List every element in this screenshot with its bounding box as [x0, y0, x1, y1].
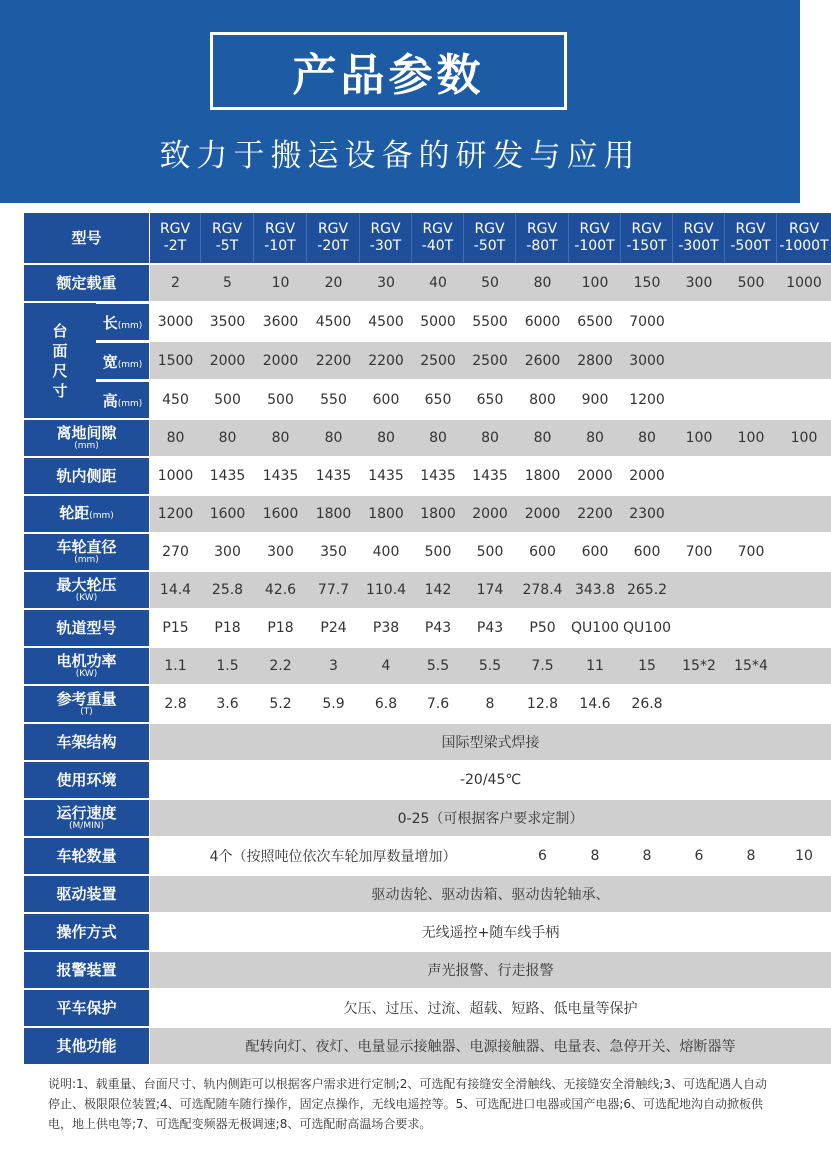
protection-label: [24, 990, 150, 1026]
row-label-text: 高: [102, 391, 118, 410]
model-name: RGV: [526, 221, 558, 237]
value-cell: 80: [150, 420, 201, 456]
table-size-label-char: 尺: [52, 361, 68, 380]
row-unit-text: (mm): [117, 320, 143, 331]
value-cell: [725, 496, 777, 532]
table-size-width-row: [24, 342, 831, 379]
table-size-height-label: [96, 381, 150, 418]
value-cell: 110.4: [360, 572, 412, 608]
max_wheel_pressure-label: [24, 572, 150, 608]
model-header: [150, 213, 201, 263]
value-cell: 1000: [777, 265, 831, 301]
model-header: [412, 213, 464, 263]
value-cell: 1435: [254, 458, 307, 494]
value-cell: 2: [150, 265, 201, 301]
page-subtitle: 致力于搬运设备的研发与应用: [159, 138, 641, 174]
model-header: [201, 213, 254, 263]
value-cell: 1600: [201, 496, 254, 532]
model-tonnage: -20T: [317, 238, 349, 254]
value-cell: [673, 303, 725, 340]
value-cell: 1000: [150, 458, 201, 494]
model-tonnage: -300T: [678, 238, 719, 254]
model-tonnage: -500T: [730, 238, 771, 254]
value-cell: 1600: [254, 496, 307, 532]
row-label-text: 车轮直径: [56, 538, 117, 556]
model-name: RGV: [788, 221, 820, 237]
value-cell: 2800: [569, 342, 621, 379]
table-size-label-char: 台: [52, 321, 68, 340]
frame-row: [24, 724, 831, 760]
model-name: RGV: [211, 221, 243, 237]
value-cell: [777, 610, 831, 646]
value-cell: 650: [464, 381, 516, 418]
row-label-text: 轨道型号: [56, 619, 117, 637]
model-header: [569, 213, 621, 263]
value-cell: 2000: [516, 496, 569, 532]
value-cell: 343.8: [569, 572, 621, 608]
value-cell: 300: [201, 534, 254, 570]
value-cell: 650: [412, 381, 464, 418]
value-cell: 600: [621, 534, 673, 570]
value-cell: 80: [569, 420, 621, 456]
value-cell: 1435: [412, 458, 464, 494]
value-cell: [673, 686, 725, 722]
drive-row: [24, 876, 831, 912]
model-header-row: [24, 213, 831, 263]
value-cell: [673, 381, 725, 418]
row-label-text: 操作方式: [56, 923, 117, 941]
model-name: RGV: [264, 221, 296, 237]
value-cell: 5.5: [464, 648, 516, 684]
value-cell: 15*2: [673, 648, 725, 684]
ref-weight-row: [24, 686, 831, 722]
other-value: 配转向灯、夜灯、电量显示接触器、电源接触器、电量表、急停开关、熔断器等: [150, 1028, 831, 1064]
track_inner-label: [24, 458, 150, 494]
value-cell: P43: [412, 610, 464, 646]
model-tonnage: -1000T: [779, 238, 829, 254]
value-cell: 1.1: [150, 648, 201, 684]
value-cell: 15: [621, 648, 673, 684]
model-name: RGV: [474, 221, 505, 237]
value-cell: 5500: [464, 303, 516, 340]
value-cell: 4500: [360, 303, 412, 340]
value-cell: P38: [360, 610, 412, 646]
alarm-row: [24, 952, 831, 988]
value-cell: 7.5: [516, 648, 569, 684]
value-cell: 150: [621, 265, 673, 301]
wheel-diameter-row: [24, 534, 831, 570]
row-unit-text: (T): [80, 707, 93, 717]
frame-value: 国际型梁式焊接: [150, 724, 831, 760]
value-cell: 5000: [412, 303, 464, 340]
row-label-text: 驱动装置: [56, 885, 117, 903]
value-cell: [725, 303, 777, 340]
rated_load-label: [24, 265, 150, 301]
value-cell: 8: [621, 838, 673, 874]
value-cell: 1435: [307, 458, 360, 494]
model-tonnage: -2T: [163, 238, 187, 254]
spec-table: [24, 211, 831, 1066]
value-cell: [725, 572, 777, 608]
value-cell: 450: [150, 381, 201, 418]
row-label-text: 车架结构: [56, 733, 117, 751]
value-cell: 3000: [621, 342, 673, 379]
row-unit-text: (mm): [89, 510, 114, 521]
value-cell: P43: [464, 610, 516, 646]
value-cell: 100: [673, 420, 725, 456]
operation-row: [24, 914, 831, 950]
max-wheel-pressure-row: [24, 572, 831, 608]
value-cell: 500: [201, 381, 254, 418]
row-label-text: 离地间隙: [56, 424, 117, 442]
value-cell: 100: [777, 420, 831, 456]
value-cell: 700: [725, 534, 777, 570]
protection-row: [24, 990, 831, 1026]
value-cell: 1435: [464, 458, 516, 494]
value-cell: [777, 572, 831, 608]
value-cell: 6: [516, 838, 569, 874]
value-cell: 400: [360, 534, 412, 570]
ground-clearance-row: [24, 420, 831, 456]
value-cell: 2.8: [150, 686, 201, 722]
value-cell: 80: [201, 420, 254, 456]
model-header: [725, 213, 777, 263]
value-cell: 25.8: [201, 572, 254, 608]
value-cell: 80: [360, 420, 412, 456]
model-header: [360, 213, 412, 263]
value-cell: 500: [412, 534, 464, 570]
value-cell: 12.8: [516, 686, 569, 722]
speed-row: [24, 800, 831, 836]
row-unit-text: (mm): [74, 441, 99, 451]
row-unit-text: (KW): [75, 669, 98, 679]
value-cell: [777, 496, 831, 532]
row-label-text: 额定载重: [56, 274, 117, 292]
table-size-label-char: 寸: [52, 381, 68, 400]
value-cell: 26.8: [621, 686, 673, 722]
motor_power-label: [24, 648, 150, 684]
wheel-count-row: [24, 838, 831, 874]
rated-load-row: [24, 265, 831, 301]
wheel_count-label: [24, 838, 150, 874]
drive-value: 驱动齿轮、驱动齿箱、驱动齿轮轴承、: [150, 876, 831, 912]
model-tonnage: -100T: [574, 238, 615, 254]
model-tonnage: -5T: [215, 238, 239, 254]
page-title: 产品参数: [210, 32, 567, 110]
value-cell: [725, 458, 777, 494]
row-label-text: 轮距: [59, 503, 90, 522]
value-cell: 2200: [307, 342, 360, 379]
value-cell: 80: [307, 420, 360, 456]
model-name: RGV: [683, 221, 714, 237]
model-tonnage: -30T: [369, 238, 402, 254]
model-label: 型号: [24, 213, 150, 263]
value-cell: 3000: [150, 303, 201, 340]
value-cell: P50: [516, 610, 569, 646]
value-cell: 30: [360, 265, 412, 301]
model-header: [777, 213, 831, 263]
note-text: 说明:1、载重量、台面尺寸、轨内侧距可以根据客户需求进行定制;2、可选配有接缝安全滑触线、无接缝安全滑触线;3、可选配遇人自动停止、极限限位装置;4、可选配随车随行操作，固定点操作，无线电遥控等。5、可选配进口电器或国产电器;6、可选配地沟自动掀板供电，地上供电等;7、可选配变频器无极调速;8、可选配耐高温场合要求。: [48, 1077, 768, 1131]
value-cell: [725, 686, 777, 722]
environment-row: [24, 762, 831, 798]
row-label-text: 参考重量: [56, 690, 117, 708]
value-cell: 80: [516, 265, 569, 301]
table-size-length-label: [96, 303, 150, 340]
wheel_diameter-label: [24, 534, 150, 570]
value-cell: [725, 610, 777, 646]
value-cell: 3600: [254, 303, 307, 340]
value-cell: 20: [307, 265, 360, 301]
table-size-length-row: [24, 303, 831, 340]
row-label-text: 其他功能: [56, 1037, 117, 1055]
value-cell: 270: [150, 534, 201, 570]
value-cell: 174: [464, 572, 516, 608]
environment-value: -20/45℃: [150, 762, 831, 798]
value-cell: 5.5: [412, 648, 464, 684]
operation-value: 无线遥控+随车线手柄: [150, 914, 831, 950]
value-cell: [725, 342, 777, 379]
table-size-width-label: [96, 342, 150, 379]
value-cell: 5: [201, 265, 254, 301]
row-unit-text: (KW): [75, 593, 98, 603]
value-cell: 3500: [201, 303, 254, 340]
model-tonnage: -40T: [421, 238, 454, 254]
value-cell: 3: [307, 648, 360, 684]
ref_weight-label: [24, 686, 150, 722]
rail-type-row: [24, 610, 831, 646]
value-cell: 2500: [464, 342, 516, 379]
value-cell: 8: [725, 838, 777, 874]
model-name: RGV: [579, 221, 610, 237]
value-cell: 2300: [621, 496, 673, 532]
value-cell: 42.6: [254, 572, 307, 608]
value-cell: 350: [307, 534, 360, 570]
row-label-text: 运行速度: [56, 804, 117, 822]
value-cell: QU100: [569, 610, 621, 646]
value-cell: 1435: [201, 458, 254, 494]
value-cell: 6: [673, 838, 725, 874]
value-cell: [673, 572, 725, 608]
operation-label: [24, 914, 150, 950]
model-name: RGV: [631, 221, 662, 237]
value-cell: 5.2: [254, 686, 307, 722]
row-unit-text: (mm): [117, 398, 143, 409]
value-cell: 700: [673, 534, 725, 570]
protection-value: 欠压、过压、过流、超载、短路、低电量等保护: [150, 990, 831, 1026]
row-label-text: 轨内侧距: [56, 467, 117, 485]
value-cell: P18: [254, 610, 307, 646]
model-name: RGV: [735, 221, 766, 237]
row-unit-text: (mm): [117, 359, 143, 370]
row-label-text: 长: [102, 313, 118, 332]
value-cell: 100: [725, 420, 777, 456]
drive-label: [24, 876, 150, 912]
value-cell: 8: [569, 838, 621, 874]
value-cell: 11: [569, 648, 621, 684]
model-header: [673, 213, 725, 263]
row-label-text: 车轮数量: [56, 847, 117, 865]
table-size-height-row: [24, 381, 831, 418]
model-tonnage: -80T: [526, 238, 558, 254]
value-cell: [777, 381, 831, 418]
value-cell: [673, 342, 725, 379]
value-cell: 4: [360, 648, 412, 684]
value-cell: 2000: [254, 342, 307, 379]
value-cell: 77.7: [307, 572, 360, 608]
value-cell: 80: [621, 420, 673, 456]
model-header: [621, 213, 673, 263]
value-cell: 300: [254, 534, 307, 570]
alarm-label: [24, 952, 150, 988]
environment-label: [24, 762, 150, 798]
value-cell: 6.8: [360, 686, 412, 722]
value-cell: 80: [464, 420, 516, 456]
value-cell: 10: [777, 838, 831, 874]
model-header: [254, 213, 307, 263]
value-cell: 15*4: [725, 648, 777, 684]
value-cell: 1200: [150, 496, 201, 532]
value-cell: [673, 496, 725, 532]
value-cell: 500: [464, 534, 516, 570]
value-cell: 2000: [464, 496, 516, 532]
value-cell: 800: [516, 381, 569, 418]
value-cell: [777, 458, 831, 494]
value-cell: [777, 342, 831, 379]
value-cell: 900: [569, 381, 621, 418]
model-header: [464, 213, 516, 263]
speed-value: 0-25（可根据客户要求定制）: [150, 800, 831, 836]
value-cell: 500: [254, 381, 307, 418]
value-cell: [777, 303, 831, 340]
value-cell: 100: [569, 265, 621, 301]
model-tonnage: -10T: [264, 238, 296, 254]
value-cell: 600: [516, 534, 569, 570]
row-label-text: 最大轮压: [56, 576, 117, 594]
header-banner: [0, 0, 800, 203]
value-cell: QU100: [621, 610, 673, 646]
value-cell: [725, 381, 777, 418]
row-unit-text: (mm): [74, 555, 99, 565]
value-cell: 300: [673, 265, 725, 301]
value-cell: 3.6: [201, 686, 254, 722]
table-size-label-char: 面: [52, 341, 68, 360]
row-label-text: 报警装置: [56, 961, 117, 979]
value-cell: 14.6: [569, 686, 621, 722]
value-cell: 50: [464, 265, 516, 301]
value-cell: 1800: [360, 496, 412, 532]
value-cell: [777, 648, 831, 684]
table-size-label: [24, 303, 96, 418]
value-cell: 1435: [360, 458, 412, 494]
value-cell: [777, 534, 831, 570]
value-cell: 2.2: [254, 648, 307, 684]
model-name: RGV: [159, 221, 191, 237]
value-cell: 500: [725, 265, 777, 301]
value-cell: 10: [254, 265, 307, 301]
wheelbase-row: [24, 496, 831, 532]
value-cell: 6500: [569, 303, 621, 340]
value-cell: 6000: [516, 303, 569, 340]
value-cell: 2000: [621, 458, 673, 494]
model-name: RGV: [317, 221, 349, 237]
value-cell: 2000: [569, 458, 621, 494]
rail_type-label: [24, 610, 150, 646]
other-row: [24, 1028, 831, 1064]
model-header: [516, 213, 569, 263]
row-label-text: 平车保护: [56, 999, 117, 1017]
value-cell: 265.2: [621, 572, 673, 608]
ground_clearance-label: [24, 420, 150, 456]
model-tonnage: -50T: [473, 238, 506, 254]
value-cell: 142: [412, 572, 464, 608]
value-cell: 8: [464, 686, 516, 722]
value-cell: 1800: [307, 496, 360, 532]
value-cell: 1.5: [201, 648, 254, 684]
value-cell: 1500: [150, 342, 201, 379]
value-cell: 80: [412, 420, 464, 456]
value-cell: P24: [307, 610, 360, 646]
track-inner-row: [24, 458, 831, 494]
value-cell: 7.6: [412, 686, 464, 722]
value-cell: 600: [360, 381, 412, 418]
value-cell: [673, 458, 725, 494]
value-cell: 278.4: [516, 572, 569, 608]
value-cell: [673, 610, 725, 646]
wheel-count-span-value: 4个（按照吨位依次车轮加厚数量增加）: [150, 838, 516, 874]
value-cell: 2200: [569, 496, 621, 532]
wheelbase-label: [24, 496, 150, 532]
other-label: [24, 1028, 150, 1064]
value-cell: 1200: [621, 381, 673, 418]
value-cell: 2000: [201, 342, 254, 379]
model-header: [307, 213, 360, 263]
model-name: RGV: [370, 221, 401, 237]
frame-label: [24, 724, 150, 760]
model-tonnage: -150T: [626, 238, 667, 254]
value-cell: 600: [569, 534, 621, 570]
value-cell: 40: [412, 265, 464, 301]
value-cell: 2600: [516, 342, 569, 379]
motor-power-row: [24, 648, 831, 684]
value-cell: P15: [150, 610, 201, 646]
value-cell: 4500: [307, 303, 360, 340]
row-label-text: 宽: [102, 352, 118, 371]
value-cell: 1800: [516, 458, 569, 494]
model-name: RGV: [422, 221, 453, 237]
value-cell: 80: [254, 420, 307, 456]
speed-label: [24, 800, 150, 836]
value-cell: 7000: [621, 303, 673, 340]
value-cell: [777, 686, 831, 722]
row-label-text: 使用环境: [56, 771, 117, 789]
value-cell: P18: [201, 610, 254, 646]
value-cell: 550: [307, 381, 360, 418]
value-cell: 80: [516, 420, 569, 456]
row-unit-text: (M/MIN): [69, 821, 104, 831]
value-cell: 5.9: [307, 686, 360, 722]
value-cell: 14.4: [150, 572, 201, 608]
value-cell: 2200: [360, 342, 412, 379]
alarm-value: 声光报警、行走报警: [150, 952, 831, 988]
row-label-text: 电机功率: [56, 652, 117, 670]
value-cell: 1800: [412, 496, 464, 532]
value-cell: 2500: [412, 342, 464, 379]
